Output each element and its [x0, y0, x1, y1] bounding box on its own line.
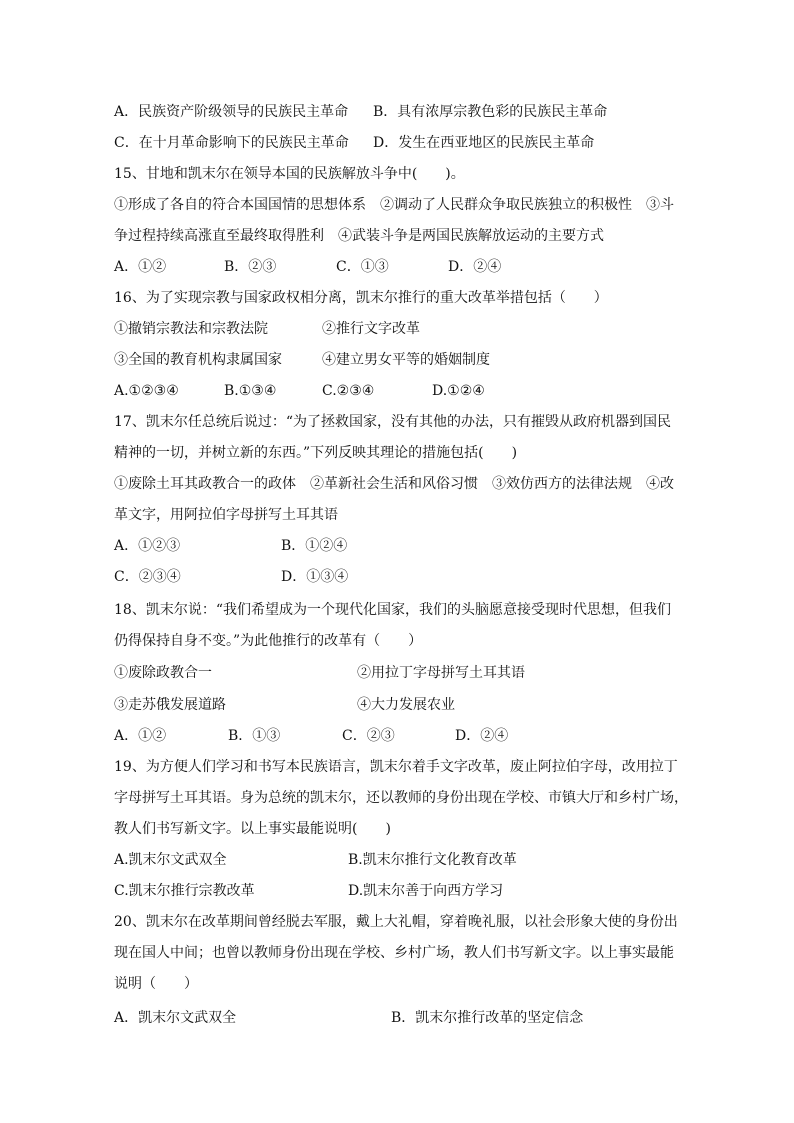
q18-option-d: D．②④: [455, 728, 509, 744]
q19-option-c: C.凯末尔推行宗教改革: [114, 883, 255, 899]
q18-item-4: ④大力发展农业: [357, 697, 455, 713]
q16-stem: 16、为了实现宗教与国家政权相分离，凯末尔推行的重大改革举措包括（ ）: [114, 290, 608, 306]
q14-option-a: A．民族资产阶级领导的民族民主革命: [114, 104, 349, 120]
q17-items-line-2: 革文字，用阿拉伯字母拼写土耳其语: [114, 507, 338, 523]
q20-stem-line-2: 现在国人中间；也曾以教师身份出现在学校、乡村广场，教人们书写新文字。以上事实最能: [114, 945, 674, 961]
q15-items-line-2: 争过程持续高涨直至最终取得胜利 ④武装斗争是两国民族解放运动的主要方式: [114, 228, 604, 244]
q14-option-c: C．在十月革命影响下的民族民主革命: [114, 135, 349, 151]
q14-option-b: B．具有浓厚宗教色彩的民族民主革命: [373, 104, 608, 120]
q16-option-b: B.①③④: [224, 383, 277, 399]
q18-item-1: ①废除政教合一: [114, 665, 212, 681]
q17-option-c: C．②③④: [114, 569, 181, 585]
q16-item-2: ②推行文字改革: [322, 321, 420, 337]
q15-stem: 15、甘地和凯末尔在领导本国的民族解放斗争中( )。: [114, 166, 465, 182]
q15-option-d: D．②④: [448, 259, 502, 275]
q16-item-1: ①撤销宗教法和宗教法院: [114, 321, 268, 337]
q15-option-b: B．②③: [224, 259, 277, 275]
q16-option-c: C.②③④: [322, 383, 375, 399]
q19-option-b: B.凯末尔推行文化教育改革: [348, 852, 517, 868]
q17-option-d: D．①③④: [281, 569, 349, 585]
q14-option-d: D．发生在西亚地区的民族民主革命: [373, 135, 595, 151]
q15-items-line-1: ①形成了各自的符合本国国情的思想体系 ②调动了人民群众争取民族独立的积极性 ③斗: [114, 197, 674, 213]
q19-stem-line-3: 教人们书写新文字。以上事实最能说明( ): [114, 821, 391, 837]
q20-stem-line-1: 20、凯末尔在改革期间曾经脱去军服，戴上大礼帽，穿着晚礼服，以社会形象大使的身份出: [114, 914, 678, 930]
q18-item-3: ③走苏俄发展道路: [114, 697, 226, 713]
q20-option-a: A．凯末尔文武双全: [114, 1010, 237, 1026]
q19-stem-line-2: 字母拼写土耳其语。身为总统的凯末尔，还以教师的身份出现在学校、市镇大厅和乡村广场，: [114, 790, 688, 806]
q20-option-b: B．凯末尔推行改革的坚定信念: [391, 1010, 584, 1026]
q17-option-b: B．①②④: [281, 538, 348, 554]
q18-stem-line-2: 仍得保持自身不变。”为此他推行的改革有（ ）: [114, 633, 423, 649]
q17-stem-line-1: 17、凯末尔任总统后说过：“为了拯救国家，没有其他的办法，只有摧毁从政府机器到国民: [114, 414, 671, 430]
q18-stem-line-1: 18、凯末尔说：“我们希望成为一个现代化国家，我们的头脑愿意接受现时代思想，但我们: [114, 602, 671, 618]
q19-option-a: A.凯末尔文武双全: [114, 852, 227, 868]
q17-stem-line-2: 精神的一切，并树立新的东西。”下列反映其理论的措施包括( ): [114, 445, 518, 461]
q18-option-a: A．①②: [114, 728, 167, 744]
q16-item-3: ③全国的教育机构隶属国家: [114, 352, 282, 368]
q16-item-4: ④建立男女平等的婚姻制度: [322, 352, 490, 368]
q19-option-d: D.凯末尔善于向西方学习: [348, 883, 504, 899]
q18-option-c: C．②③: [342, 728, 395, 744]
q16-option-d: D.①②④: [432, 383, 485, 399]
q15-option-c: C．①③: [336, 259, 389, 275]
q17-items-line-1: ①废除土耳其政教合一的政体 ②革新社会生活和风俗习惯 ③效仿西方的法律法规 ④改: [114, 476, 674, 492]
q19-stem-line-1: 19、为方便人们学习和书写本民族语言，凯末尔着手文字改革，废止阿拉伯字母，改用拉丁: [114, 759, 678, 775]
q16-option-a: A.①②③④: [114, 383, 179, 399]
q20-stem-line-3: 说明（ ）: [114, 976, 198, 992]
q18-option-b: B．①③: [228, 728, 281, 744]
q15-option-a: A．①②: [114, 259, 167, 275]
q17-option-a: A．①②③: [114, 538, 181, 554]
q18-item-2: ②用拉丁字母拼写土耳其语: [357, 665, 525, 681]
